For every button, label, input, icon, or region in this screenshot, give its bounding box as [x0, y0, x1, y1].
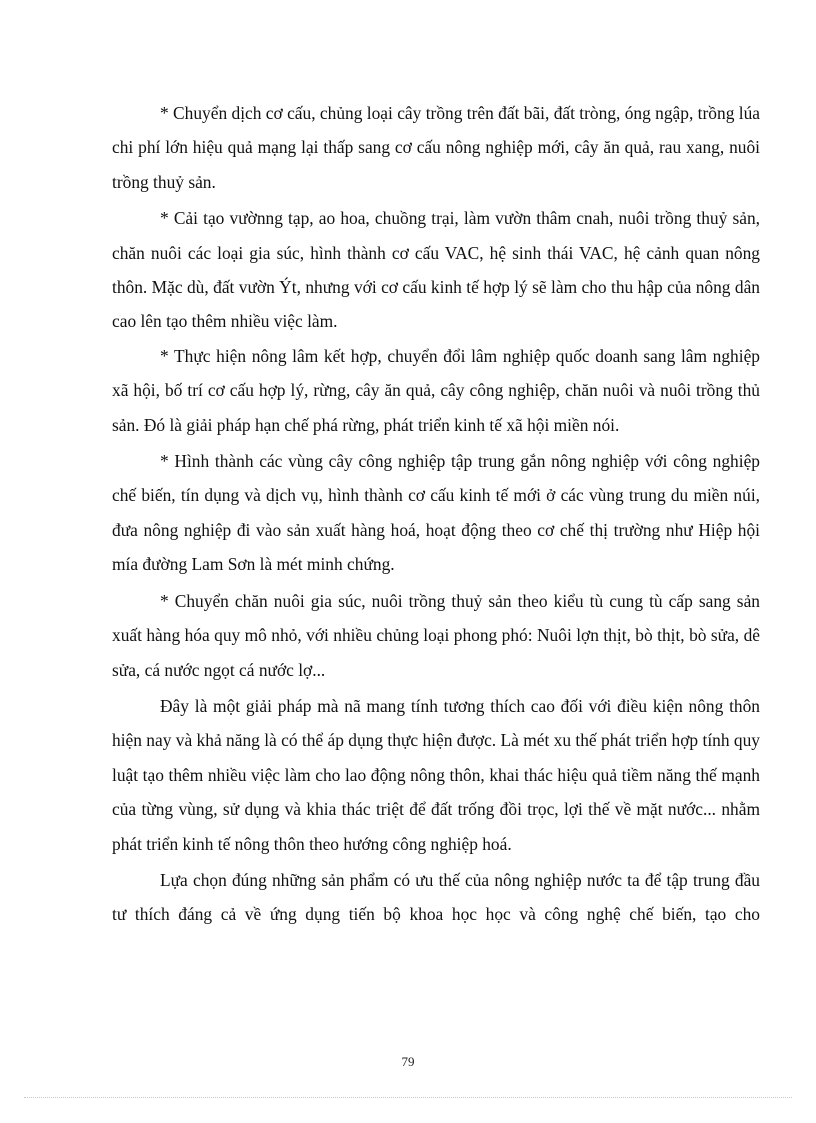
page-bottom-rule: [24, 1097, 792, 1098]
paragraph: * Thực hiện nông lâm kết hợp, chuyển đổi lâm nghiệp quốc doanh sang lâm nghiệp xã hội, bố trí cơ cấu hợp lý, rừng, cây ăn quả, cây công nghiệp, chăn nuôi và nuôi trồng thủ sản. Đó là giải pháp hạn chế phá rừng, phát triển kinh tế xã hội miền nói.: [112, 345, 760, 435]
paragraph: * Cải tạo vườnng tạp, ao hoa, chuồng trại, làm vườn thâm cnah, nuôi trồng thuỷ sản, chăn nuôi các loại gia súc, hình thành cơ cấu VAC, hệ sinh thái VAC, hệ cảnh quan nông thôn. Mặc dù, đất vườn Ýt, nhưng với cơ cấu kinh tế hợp lý sẽ làm cho thu hập của nông dân cao lên tạo thêm nhiều việc làm.: [112, 208, 760, 332]
paragraph: * Chuyển dịch cơ cấu, chủng loại cây trồng trên đất bãi, đất tròng, óng ngập, trồng lúa chi phí lớn hiệu quả mạng lại thấp sang cơ cấu nông nghiệp mới, cây ăn quả, rau xang, nuôi trồng thuỷ sản.: [112, 103, 760, 192]
paragraph: * Chuyển chăn nuôi gia súc, nuôi trồng thuỷ sản theo kiểu tù cung tù cấp sang sản xuất hàng hóa quy mô nhỏ, với nhiều chủng loại phong phó: Nuôi lợn thịt, bò thịt, bò sửa, dê sửa, cá nước ngọt cá nước lợ...: [112, 590, 760, 680]
body-text: [112, 96, 760, 932]
paragraph: Đây là một giải pháp mà nã mang tính tương thích cao đối với điều kiện nông thôn hiện nay và khả năng là có thể áp dụng thực hiện được. Là mét xu thế phát triển hợp tính quy luật tạo thêm nhiều việc làm cho lao động nông thôn, khai thác hiệu quả tiềm năng thế mạnh của từng vùng, sử dụng và khia thác triệt để đất trống đồi trọc, lợi thế về mặt nước... nhằm phát triển kinh tế nông thôn theo hướng công nghiệp hoá.: [112, 695, 760, 854]
page-number: 79: [401, 1054, 415, 1069]
paragraph: * Hình thành các vùng cây công nghiệp tập trung gắn nông nghiệp với công nghiệp chế biến, tín dụng và dịch vụ, hình thành cơ cấu kinh tế mới ở các vùng trung du miền núi, đưa nông nghiệp đi vào sản xuất hàng hoá, hoạt động theo cơ chế thị trường như Hiệp hội mía đường Lam Sơn là mét minh chứng.: [112, 451, 760, 575]
paragraph: Lựa chọn đúng những sản phẩm có ưu thế của nông nghiệp nước ta để tập trung đầu tư thích đáng cả về ứng dụng tiến bộ khoa học học và công nghệ chế biến, tạo cho: [112, 869, 760, 925]
